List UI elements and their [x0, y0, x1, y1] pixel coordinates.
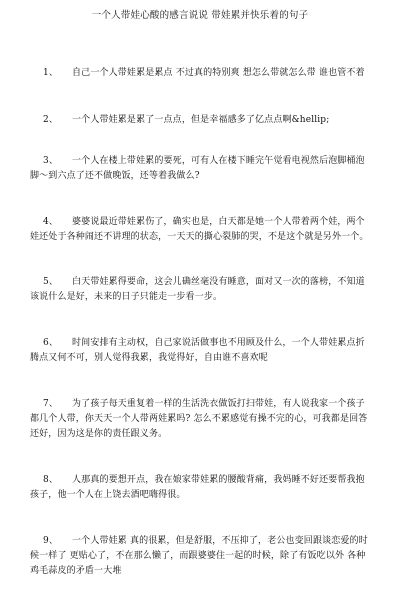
item-text: 一个人带娃累是累了一点点，但是幸福感多了亿点点啊&hellip;	[72, 115, 330, 125]
item-text: 人那真的要想开点，我在娘家带娃累的腰酸背痛，我妈睡不好还要帮我抱孩子，他一个人在上饶去酒吧嗨得很。	[30, 475, 365, 500]
item-number: 7、	[43, 399, 59, 409]
item-number: 4、	[43, 217, 59, 227]
item-text: 时间安排有主动权，自己家说活做事也不用顾及什么，一个人带娃累点折腾点又何不可，别人觉得我累，我觉得好，自由谁不喜欢呢	[30, 338, 365, 363]
item-number: 8、	[43, 475, 59, 485]
item-text: 自己一个人带娃累是累点 不过真的特别爽 想怎么带就怎么带 谁也管不着	[72, 68, 365, 78]
list-item-8	[30, 473, 370, 503]
list-item-7	[30, 397, 370, 442]
item-text: 为了孩子每天重复着一样的生活洗衣做饭打扫带娃，有人说我家一个孩子都几个人带，你天天一个人带两娃累吗? 怎么不累感觉有操不完的心，可我都是回答还好，因为这是你的责任跟义务。	[30, 399, 368, 439]
item-number: 5、	[43, 277, 59, 287]
item-number: 3、	[43, 156, 59, 166]
list-item-4	[30, 215, 370, 245]
list-item-2	[30, 113, 370, 128]
list-item-9	[30, 534, 370, 579]
list-item-3	[30, 154, 370, 184]
list-item-6	[30, 336, 370, 366]
item-number: 6、	[43, 338, 59, 348]
page-title: 一个人带娃心酸的感言说说 带娃累并快乐着的句子	[91, 10, 309, 21]
item-number: 9、	[43, 536, 59, 546]
item-text: 一个人在楼上带娃累的要死，可有人在楼下睡完午觉看电视然后泡脚桶泡脚～到六点了还不做晚饭，还等着我做么?	[30, 156, 365, 181]
item-text: 白天带娃累得要命，这会儿确丝毫没有睡意，面对又一次的落榜，不知道该说什么是好，未来的日子只能走一步看一步。	[30, 277, 365, 302]
list-item-5	[30, 275, 370, 305]
item-number: 2、	[43, 115, 59, 125]
item-text: 一个人带娃累 真的很累，但是舒服，不压抑了，老公也变回跟谈恋爱的时候一样了 更贴心了，不在那么懒了，而跟婆婆住一起的时候，除了有饭吃以外 各种鸡毛蒜皮的矛盾一大堆	[30, 536, 368, 576]
item-number: 1、	[43, 68, 59, 78]
list-item-1	[30, 66, 370, 81]
item-text: 婆婆说最近带娃累伤了，确实也是，白天都是她一个人带着两个娃，两个娃还处于各种闹还不讲理的状态，一天天的撕心裂肺的哭，不是这个就是另外一个。	[30, 217, 369, 242]
